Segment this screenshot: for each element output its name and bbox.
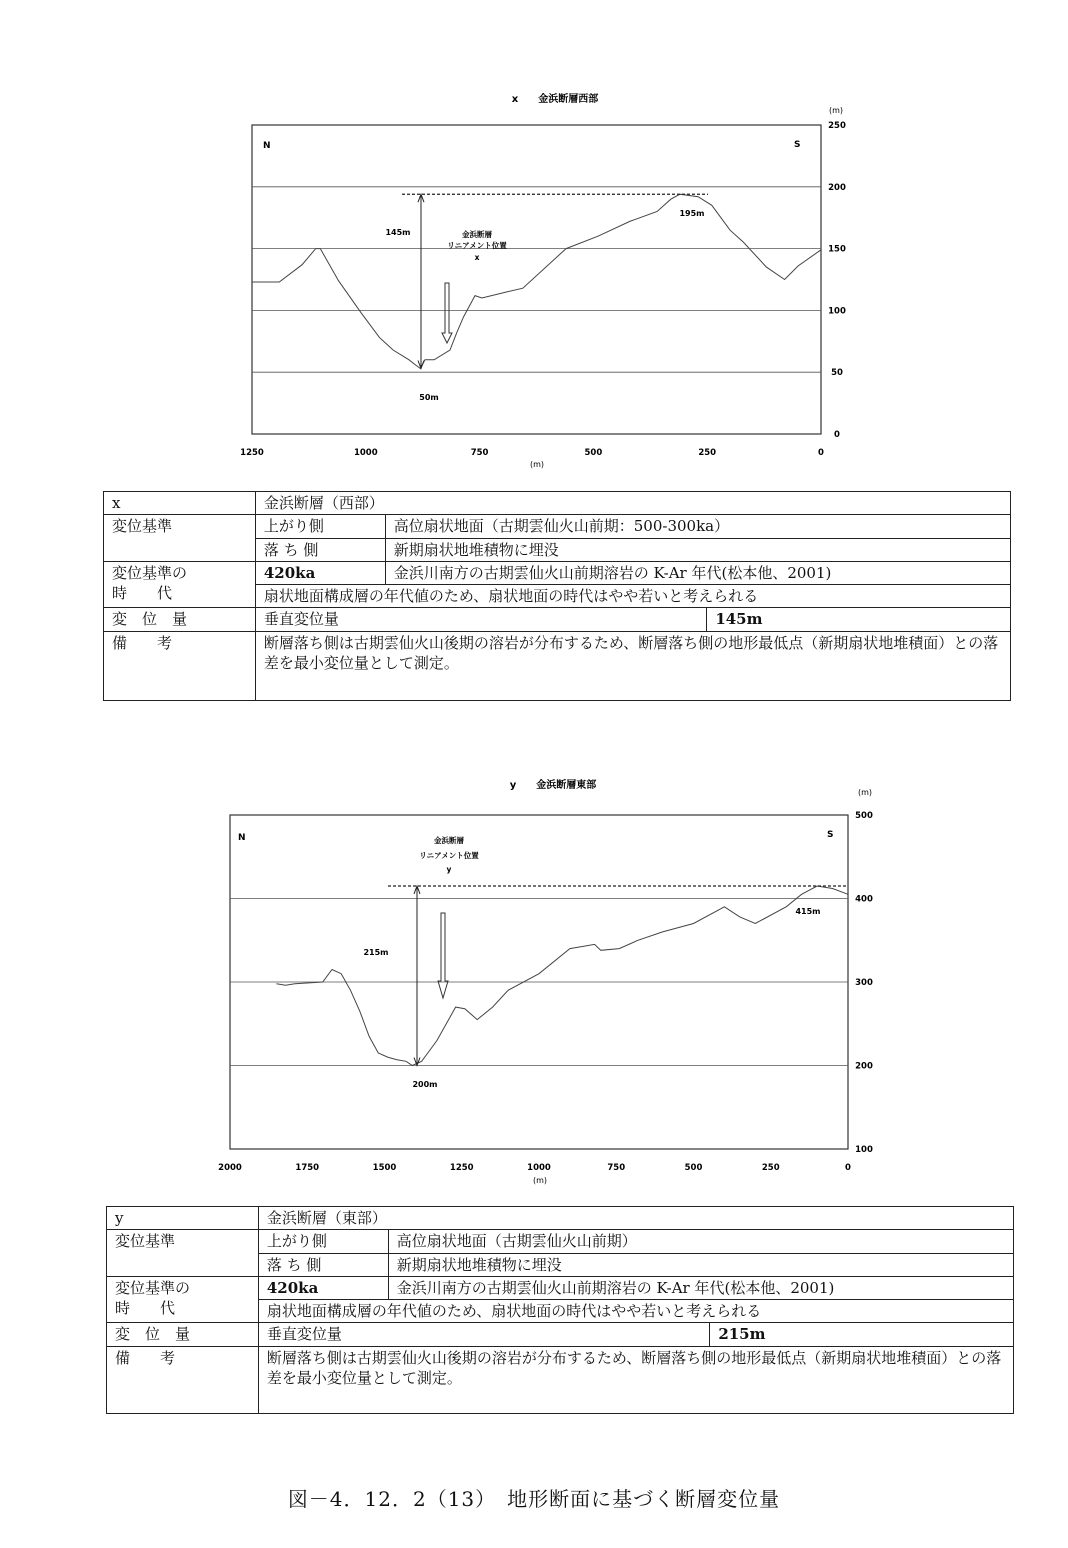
y-x-tick-label: 750 <box>607 1163 626 1173</box>
profile-x-lineament-label-2: リニアメント位置 <box>447 241 507 250</box>
table-x-age-value: 420ka <box>255 561 385 584</box>
table-x-age-note: 扇状地面構成層の年代値のため、扇状地面の時代はやや若いと考えられる <box>255 585 1010 608</box>
table-x-vertical-label: 垂直変位量 <box>255 608 706 631</box>
profile-x-label-high: 195m <box>679 209 705 218</box>
y-x-tick-label: 1000 <box>527 1163 551 1173</box>
profile-x-label-offset: 145m <box>385 228 411 237</box>
profile-x-lineament-arrow <box>442 283 452 343</box>
x-y-tick-label: 50 <box>831 368 843 379</box>
table-x-remarks-label: 備 考 <box>104 631 256 700</box>
x-x-tick-label: 0 <box>818 448 824 458</box>
profile-y-chart <box>0 770 1068 1190</box>
table-x-downthrown-value: 新期扇状地堆積物に埋没 <box>385 538 1010 561</box>
x-x-tick-label: 1250 <box>240 448 264 458</box>
profile-y-y-unit: (m) <box>857 788 873 797</box>
profile-y-lineament-label-2: リニアメント位置 <box>419 851 479 860</box>
y-x-tick-label: 500 <box>684 1163 703 1173</box>
table-x-remarks-text: 断層落ち側は古期雲仙火山後期の溶岩が分布するため、断層落ち側の地形最低点（新期扇状地堆積面）との落差を最小変位量として測定。 <box>255 631 1010 700</box>
y-x-tick-label: 1500 <box>372 1163 397 1173</box>
y-y-tick-label: 400 <box>855 894 873 905</box>
profile-x-dir-s: S <box>794 140 801 150</box>
y-x-tick-label: 250 <box>761 1163 780 1173</box>
x-y-tick-label: 200 <box>828 182 846 193</box>
table-x-upthrown-value: 高位扇状地面（古期雲仙火山前期：500-300ka） <box>385 515 1010 538</box>
table-x-age-label-2: 時 代 <box>112 584 173 602</box>
x-x-tick-label: 500 <box>584 448 603 458</box>
x-y-tick-label: 250 <box>828 121 846 131</box>
table-y-age-note: 扇状地面構成層の年代値のため、扇状地面の時代はやや若いと考えられる <box>258 1300 1013 1323</box>
table-x-age-label <box>104 561 256 608</box>
table-y-upthrown-value: 高位扇状地面（古期雲仙火山前期） <box>388 1230 1013 1253</box>
table-y-basis-label: 変位基準 <box>107 1230 259 1277</box>
table-x-basis-label: 変位基準 <box>104 515 256 562</box>
profile-y-lineament-label-1: 金浜断層 <box>434 836 464 845</box>
profile-x-chart <box>0 80 1068 475</box>
y-y-tick-label: 500 <box>855 811 873 821</box>
table-y <box>106 1206 1014 1414</box>
y-x-tick-label: 2000 <box>218 1163 242 1173</box>
profile-y-line <box>276 886 848 1066</box>
profile-y-lineament-label-3: y <box>446 865 452 874</box>
y-y-tick-label: 300 <box>855 978 873 988</box>
x-x-tick-label: 750 <box>470 448 489 458</box>
table-y-age-label-2: 時 代 <box>115 1299 176 1317</box>
table-y-age-value: 420ka <box>258 1276 388 1299</box>
table-y-vertical-label: 垂直変位量 <box>258 1323 709 1346</box>
y-y-tick-label: 200 <box>855 1061 873 1072</box>
profile-x-dir-n: N <box>263 141 271 151</box>
table-x-age-label-1: 変位基準の <box>112 563 188 582</box>
profile-y-dir-n: N <box>238 833 246 843</box>
profile-x-lineament-label-3: x <box>474 253 480 262</box>
x-y-tick-label: 100 <box>828 306 846 317</box>
table-x-row-id-value: 金浜断層（西部） <box>255 492 1010 515</box>
table-y-row-id-label: y <box>107 1207 259 1230</box>
profile-y-label-offset: 215m <box>363 948 389 957</box>
table-y-downthrown-value: 新期扇状地堆積物に埋没 <box>388 1253 1013 1276</box>
table-y-remarks-label: 備 考 <box>107 1346 259 1413</box>
profile-y-dir-s: S <box>827 830 834 840</box>
y-x-tick-label: 1750 <box>295 1163 320 1173</box>
table-y-row-id-value: 金浜断層（東部） <box>258 1207 1013 1230</box>
profile-y-x-unit: (m) <box>532 1176 548 1185</box>
profile-x-line <box>252 194 821 368</box>
x-y-tick-label: 0 <box>834 430 840 440</box>
x-x-tick-label: 250 <box>698 448 717 458</box>
y-x-tick-label: 1250 <box>449 1163 474 1173</box>
x-y-tick-label: 150 <box>828 244 846 255</box>
table-y-remarks-text: 断層落ち側は古期雲仙火山後期の溶岩が分布するため、断層落ち側の地形最低点（新期扇状地堆積面）との落差を最小変位量として測定。 <box>258 1346 1013 1413</box>
table-x-displacement-value: 145m <box>707 608 1011 631</box>
table-y-displacement-value: 215m <box>710 1323 1014 1346</box>
profile-x-y-unit: (m) <box>828 106 844 115</box>
table-y-age-label <box>107 1276 259 1323</box>
table-y-age-label-1: 変位基準の <box>115 1278 191 1297</box>
table-y-downthrown-label: 落 ち 側 <box>258 1253 388 1276</box>
profile-y-label-low: 200m <box>412 1080 438 1089</box>
y-x-tick-label: 0 <box>845 1163 851 1173</box>
profile-x-title: x 金浜断層西部 <box>511 94 599 105</box>
profile-x-x-unit: (m) <box>529 460 545 469</box>
profile-x-label-low: 50m <box>419 393 439 402</box>
table-x-downthrown-label: 落 ち 側 <box>255 538 385 561</box>
profile-y-lineament-arrow <box>438 913 448 998</box>
y-y-tick-label: 100 <box>855 1145 873 1155</box>
table-x-upthrown-label: 上がり側 <box>255 515 385 538</box>
figure-caption: 図－4．12．2（13） 地形断面に基づく断層変位量 <box>287 1487 781 1511</box>
table-y-displacement-label: 変 位 量 <box>107 1323 259 1346</box>
table-x <box>103 491 1011 701</box>
table-y-age-source: 金浜川南方の古期雲仙火山前期溶岩の K-Ar 年代(松本他、2001) <box>388 1276 1013 1299</box>
profile-y-label-high: 415m <box>795 907 821 916</box>
table-y-upthrown-label: 上がり側 <box>258 1230 388 1253</box>
profile-y-title: y 金浜断層東部 <box>509 780 597 791</box>
table-x-displacement-label: 変 位 量 <box>104 608 256 631</box>
table-x-age-source: 金浜川南方の古期雲仙火山前期溶岩の K-Ar 年代(松本他、2001) <box>385 561 1010 584</box>
profile-x-lineament-label-1: 金浜断層 <box>462 230 492 239</box>
table-x-row-id-label: x <box>104 492 256 515</box>
x-x-tick-label: 1000 <box>353 448 378 458</box>
